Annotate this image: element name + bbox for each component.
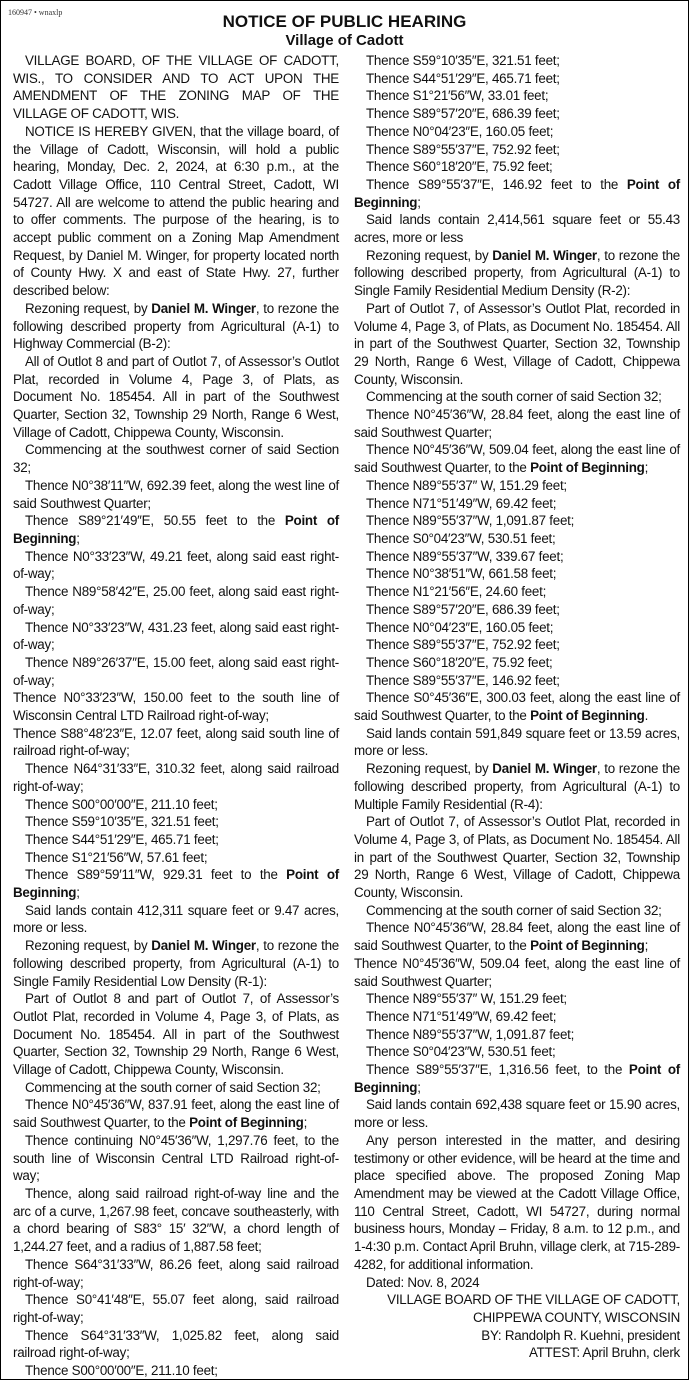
notice-paragraph xyxy=(13,866,339,901)
notice-paragraph xyxy=(354,105,680,123)
paragraph-text: Said lands contain 591,849 square feet or 13.59 acres, more or less. xyxy=(354,725,680,759)
paragraph-text-tail: ; xyxy=(417,1079,421,1095)
paragraph-text: Thence N89°55′37″ W, 151.29 feet; xyxy=(366,991,567,1007)
paragraph-text: Thence N89°55′37″ W, 151.29 feet; xyxy=(366,477,567,493)
signature-line xyxy=(354,1344,680,1362)
paragraph-text: Thence S89°55′37″E, 146.92 feet to the xyxy=(366,176,627,192)
notice-paragraph xyxy=(13,1096,339,1131)
notice-paragraph xyxy=(13,937,339,990)
paragraph-text: Thence N89°26′37″E, 15.00 feet, along said east right-of-way; xyxy=(13,654,339,688)
notice-paragraph xyxy=(13,441,339,476)
paragraph-text: Thence N0°33′23″W, 49.21 feet, along said east right-of-way; xyxy=(13,548,339,582)
paragraph-text: Thence N0°45′36″W, 509.04 feet, along the east line of said Southwest Quarter; xyxy=(354,955,680,989)
notice-paragraph xyxy=(354,176,680,211)
notice-paragraph xyxy=(354,211,680,246)
notice-paragraph xyxy=(354,441,680,476)
paragraph-text-tail: , to rezone the following described property from Agricultural (A-1) to Highway Commercial (B-2): xyxy=(13,300,340,352)
notice-paragraph xyxy=(354,919,680,954)
paragraph-text: Thence N0°33′23″W, 150.00 feet to the south line of Wisconsin Central LTD Railroad right-of-way; xyxy=(13,690,339,724)
paragraph-text: NOTICE IS HEREBY GIVEN, that the village board, of the Village of Cadott, Wisconsin, will hold a public hearing, Monday, Dec. 2, 2024, at 6:30 p.m., at the Cadott Village Office, 110 Central Street, Cadott, WI 54727. All are welcome to attend the public hearing and to offer comments. The purpose of the hearing, is to accept public comment on a Zoning Map Amendment Request, by Daniel M. Winger, for property located north of County Hwy. X and east of State Hwy. 27, further described below: xyxy=(13,123,339,299)
notice-paragraph xyxy=(354,654,680,672)
notice-paragraph xyxy=(354,1061,680,1096)
paragraph-text: Thence S89°55′37″E, 752.92 feet; xyxy=(366,637,560,653)
paragraph-text: Thence S59°10′35″E, 321.51 feet; xyxy=(25,814,219,830)
notice-paragraph xyxy=(354,725,680,760)
paragraph-text: Said lands contain 2,414,561 square feet or 55.43 acres, more or less xyxy=(354,212,680,246)
paragraph-text: Thence S64°31′33″W, 1,025.82 feet, along said railroad right-of-way; xyxy=(13,1327,339,1361)
notice-paragraph xyxy=(354,388,680,406)
bold-text: Point of Beginning xyxy=(354,176,680,210)
paragraph-text: ATTEST: April Bruhn, clerk xyxy=(528,1345,680,1361)
paragraph-text: Commencing at the south corner of said Section 32; xyxy=(25,1079,321,1095)
paragraph-text: Thence S89°59′11″W, 929.31 feet to the xyxy=(25,867,287,883)
signature-line xyxy=(354,1327,680,1345)
paragraph-text: Thence S60°18′20″E, 75.92 feet; xyxy=(366,654,553,670)
paragraph-text: Rezoning request, by xyxy=(25,938,152,954)
paragraph-text: Thence N0°38′51″W, 661.58 feet; xyxy=(366,566,557,582)
paragraph-text-tail: ; xyxy=(644,938,649,954)
paragraph-text: Thence N0°45′36″W, 509.04 feet, along the east line of said Southwest Quarter, to the xyxy=(354,442,680,476)
notice-paragraph xyxy=(13,796,339,814)
paragraph-text: Thence S60°18′20″E, 75.92 feet; xyxy=(366,159,553,175)
paragraph-text: Thence N89°58′42″E, 25.00 feet, along said east right-of-way; xyxy=(13,584,339,617)
paragraph-text: Said lands contain 412,311 square feet or 9.47 acres, more or less. xyxy=(13,902,339,936)
paragraph-text: Thence N0°45′36″W, 28.84 feet, along the east line of said Southwest Quarter; xyxy=(354,407,680,440)
notice-paragraph xyxy=(13,725,339,760)
paragraph-text: Thence S89°57′20″E, 686.39 feet; xyxy=(366,601,560,617)
notice-paragraph xyxy=(354,813,680,902)
notice-paragraph xyxy=(13,512,339,547)
notice-paragraph xyxy=(354,406,680,441)
notice-paragraph xyxy=(354,1043,680,1061)
notice-paragraph xyxy=(13,1291,339,1326)
bold-text: Point of Beginning xyxy=(13,513,339,546)
notice-paragraph xyxy=(13,902,339,937)
paragraph-text: All of Outlot 8 and part of Outlot 7, of Assessor’s Outlot Plat, recorded in Volume 4, Page 3, of Plats, as Document No. 185454. All in part of the Southwest Quarter, Section 32, Township 29 North, Range 6 West, Village of Cadott, Chippewa County, Wisconsin. xyxy=(13,353,339,440)
paragraph-text-tail: , to rezone the following described property, from Agricultural (A-1) to Single Family Residential Low Density (R-1): xyxy=(13,938,340,989)
paragraph-text: Thence S89°55′37″E, 146.92 feet; xyxy=(366,672,560,688)
paragraph-text: Thence S88°48′23″E, 12.07 feet, along said south line of railroad right-of-way; xyxy=(13,725,339,759)
paragraph-text-tail: . xyxy=(644,708,649,724)
paragraph-text: Thence N89°55′37″W, 1,091.87 feet; xyxy=(366,1026,575,1042)
notice-paragraph xyxy=(354,1008,680,1026)
paragraph-text: Thence S0°45′36″E, 300.03 feet, along the east line of said Southwest Quarter, to the xyxy=(354,690,680,724)
paragraph-text: Thence N0°04′23″E, 160.05 feet; xyxy=(366,619,554,635)
notice-paragraph xyxy=(13,1079,339,1097)
notice-paragraph xyxy=(13,477,339,512)
paragraph-text: Thence N89°55′37″W, 339.67 feet; xyxy=(366,548,564,564)
notice-paragraph xyxy=(13,123,339,300)
bold-text: Point of Beginning xyxy=(530,708,645,724)
paragraph-text: Thence S1°21′56″W, 33.01 feet; xyxy=(366,88,549,104)
bold-text: Daniel M. Winger xyxy=(151,300,256,316)
paragraph-text: Commencing at the south corner of said Section 32; xyxy=(366,902,662,918)
paragraph-text: Thence S89°55′37″E, 1,316.56 feet, to the xyxy=(366,1062,629,1078)
notice-paragraph xyxy=(13,583,339,618)
notice-subtitle: Village of Cadott xyxy=(285,32,404,49)
bold-text: Point of Beginning xyxy=(530,938,645,954)
bold-text: Point of Beginning xyxy=(530,460,645,476)
notice-paragraph xyxy=(354,530,680,548)
notice-paragraph xyxy=(13,990,339,1079)
paragraph-text: Thence S89°55′37″E, 752.92 feet; xyxy=(366,141,560,157)
notice-body xyxy=(1,50,688,1380)
paragraph-text: Thence N89°55′37″W, 1,091.87 feet; xyxy=(366,513,575,529)
paragraph-text: Part of Outlot 8 and part of Outlot 7, of Assessor’s Outlot Plat, recorded in Volume 4, Page 3, of Plats, as Document No. 185454. All in part of the Southwest Quarter, Section 32, Township 29 North, Range 6 West, Village of Cadott, Chippewa County, Wisconsin. xyxy=(13,991,339,1078)
paragraph-text: Thence S0°04′23″W, 530.51 feet; xyxy=(366,1044,556,1060)
paragraph-text: Thence N1°21′56″E, 24.60 feet; xyxy=(366,584,547,600)
paragraph-text: Thence S44°51′29″E, 465.71 feet; xyxy=(25,831,219,847)
notice-paragraph xyxy=(13,831,339,849)
notice-paragraph xyxy=(354,565,680,583)
notice-paragraph xyxy=(13,654,339,689)
notice-paragraph xyxy=(354,87,680,105)
paragraph-text: Part of Outlot 7, of Assessor’s Outlot Plat, recorded in Volume 4, Page 3, of Plats, as Document No. 185454. All in part of the Southwest Quarter, Section 32, Township 29 North, Range 6 West, Village of Cadott, Chippewa County, Wisconsin. xyxy=(354,300,680,387)
paragraph-text: Thence S89°57′20″E, 686.39 feet; xyxy=(366,106,560,122)
paragraph-text: Thence N0°45′36″W, 837.91 feet, along the east line of said Southwest Quarter, to the xyxy=(13,1097,339,1131)
paragraph-text: Rezoning request, by xyxy=(366,761,493,777)
paragraph-text: Thence S0°04′23″W, 530.51 feet; xyxy=(366,530,556,546)
ad-tag: 160947 • wnaxlp xyxy=(8,8,63,17)
bold-text: Point of Beginning xyxy=(13,867,339,901)
notice-paragraph xyxy=(354,672,680,690)
paragraph-text: Any person interested in the matter, and desiring testimony or other evidence, will be heard at the time and place specified above. The proposed Zoning Map Amendment may be viewed at the Cadott Village Office, 110 Central Street, Cadott, WI 54727, during normal business hours, Monday – Friday, 8 a.m. to 12 p.m., and 1-4:30 p.m. Contact April Bruhn, village clerk, at 715-289-4282, for additional information. xyxy=(354,1132,680,1272)
paragraph-text: Thence N0°38′11″W, 692.39 feet, along the west line of said Southwest Quarter; xyxy=(13,477,339,511)
paragraph-text: Thence N0°33′23″W, 431.23 feet, along said east right-of-way; xyxy=(13,619,339,653)
paragraph-text-tail: ; xyxy=(644,460,649,476)
notice-paragraph xyxy=(354,955,680,990)
notice-paragraph xyxy=(354,477,680,495)
notice-paragraph xyxy=(13,619,339,654)
bold-text: Daniel M. Winger xyxy=(492,761,597,777)
notice-paragraph xyxy=(13,353,339,442)
notice-paragraph xyxy=(13,300,339,353)
paragraph-text: Thence S64°31′33″W, 86.26 feet, along said railroad right-of-way; xyxy=(13,1256,339,1290)
paragraph-text: Thence S00°00′00″E, 211.10 feet; xyxy=(25,796,218,812)
notice-paragraph xyxy=(354,495,680,513)
paragraph-text: Rezoning request, by xyxy=(25,300,152,316)
paragraph-text: BY: Randolph R. Kuehni, president xyxy=(481,1327,680,1343)
left-column xyxy=(13,52,339,1380)
bold-text: Point of Beginning xyxy=(354,1062,680,1095)
paragraph-text: Part of Outlot 7, of Assessor’s Outlot Plat, recorded in Volume 4, Page 3, of Plats, as Document No. 185454. All in part of the Southwest Quarter, Section 32, Township 29 North, Range 6 West, Village of Cadott, Chippewa County, Wisconsin. xyxy=(354,814,680,901)
paragraph-text: Said lands contain 692,438 square feet or 15.90 acres, more or less. xyxy=(354,1097,680,1131)
paragraph-text-tail: , to rezone the following described property, from Agricultural (A-1) to Multiple Family Residential (R-4): xyxy=(354,761,681,812)
paragraph-text: Thence S00°00′00″E, 211.10 feet; xyxy=(25,1363,218,1379)
paragraph-text: Thence S59°10′35″E, 321.51 feet; xyxy=(366,53,560,68)
paragraph-text-tail: ; xyxy=(303,1115,308,1131)
paragraph-text: Thence N71°51′49″W, 69.42 feet; xyxy=(366,1008,557,1024)
paragraph-text: Thence N0°04′23″E, 160.05 feet; xyxy=(366,123,554,139)
notice-paragraph xyxy=(354,123,680,141)
notice-title: NOTICE OF PUBLIC HEARING xyxy=(222,12,467,31)
notice-paragraph xyxy=(13,52,339,123)
notice-paragraph xyxy=(354,158,680,176)
notice-paragraph xyxy=(354,990,680,1008)
notice-paragraph xyxy=(354,1096,680,1131)
bold-text: Daniel M. Winger xyxy=(151,938,256,954)
notice-paragraph xyxy=(354,636,680,654)
paragraph-text: Thence N0°45′36″W, 28.84 feet, along the east line of said Southwest Quarter, to the xyxy=(354,920,680,954)
notice-paragraph xyxy=(13,1362,339,1380)
paragraph-text: Thence S89°21′49″E, 50.55 feet to the xyxy=(25,513,285,529)
notice-paragraph xyxy=(13,689,339,724)
notice-paragraph xyxy=(13,813,339,831)
right-column xyxy=(354,52,680,1380)
notice-paragraph xyxy=(354,300,680,389)
paragraph-text: VILLAGE BOARD, OF THE VILLAGE OF CADOTT, WIS., TO CONSIDER AND TO ACT UPON THE AMENDMENT OF THE ZONING MAP OF THE VILLAGE OF CADOTT, WIS. xyxy=(13,53,339,122)
paragraph-text: Thence S0°41′48″E, 55.07 feet along, said railroad right-of-way; xyxy=(13,1292,339,1325)
notice-paragraph xyxy=(13,1327,339,1362)
notice-paragraph xyxy=(354,52,680,70)
paragraph-text-tail: ; xyxy=(76,885,80,901)
paragraph-text-tail: , to rezone the following described property, from Agricultural (A-1) to Single Family Residential Medium Density (R-2): xyxy=(354,247,681,299)
notice-paragraph xyxy=(354,512,680,530)
bold-text: Daniel M. Winger xyxy=(492,247,597,263)
notice-paragraph xyxy=(354,601,680,619)
paragraph-text-tail: ; xyxy=(417,194,421,210)
notice-paragraph xyxy=(13,760,339,795)
paragraph-text: Thence N64°31′33″E, 310.32 feet, along said railroad right-of-way; xyxy=(13,761,339,794)
notice-paragraph xyxy=(354,760,680,813)
notice-paragraph xyxy=(354,1026,680,1044)
paragraph-text: VILLAGE BOARD OF THE VILLAGE OF CADOTT, CHIPPEWA COUNTY, WISCONSIN xyxy=(387,1292,680,1325)
notice-paragraph xyxy=(354,247,680,300)
paragraph-text: Rezoning request, by xyxy=(366,247,493,263)
notice-paragraph xyxy=(13,1132,339,1185)
notice-paragraph xyxy=(354,548,680,566)
bold-text: Point of Beginning xyxy=(189,1115,304,1131)
paragraph-text: Thence, along said railroad right-of-way line and the arc of a curve, 1,267.98 feet, concave southeasterly, with a chord bearing of S83° 15′ 32″W, a chord length of 1,244.27 feet, and a radius of 1,887.58 feet; xyxy=(13,1186,339,1255)
signature-line xyxy=(354,1291,680,1326)
notice-paragraph xyxy=(13,1256,339,1291)
paragraph-text: Commencing at the south corner of said Section 32; xyxy=(366,389,662,405)
paragraph-text: Dated: Nov. 8, 2024 xyxy=(366,1274,480,1290)
notice-paragraph xyxy=(354,689,680,724)
notice-paragraph xyxy=(354,70,680,88)
notice-paragraph xyxy=(13,548,339,583)
notice-paragraph xyxy=(354,141,680,159)
paragraph-text: Thence continuing N0°45′36″W, 1,297.76 feet, to the south line of Wisconsin Central LTD Railroad right-of-way; xyxy=(13,1132,339,1184)
paragraph-text: Thence N71°51′49″W, 69.42 feet; xyxy=(366,495,557,511)
notice-paragraph xyxy=(354,1274,680,1292)
notice-paragraph xyxy=(13,1185,339,1256)
notice-paragraph xyxy=(13,849,339,867)
paragraph-text-tail: ; xyxy=(76,530,80,546)
paragraph-text: Thence S1°21′56″W, 57.61 feet; xyxy=(25,849,208,865)
notice-paragraph xyxy=(354,1132,680,1274)
notice-paragraph xyxy=(354,902,680,920)
paragraph-text: Commencing at the southwest corner of said Section 32; xyxy=(13,442,339,476)
notice-paragraph xyxy=(354,619,680,637)
notice-paragraph xyxy=(354,583,680,601)
paragraph-text: Thence S44°51′29″E, 465.71 feet; xyxy=(366,70,560,86)
